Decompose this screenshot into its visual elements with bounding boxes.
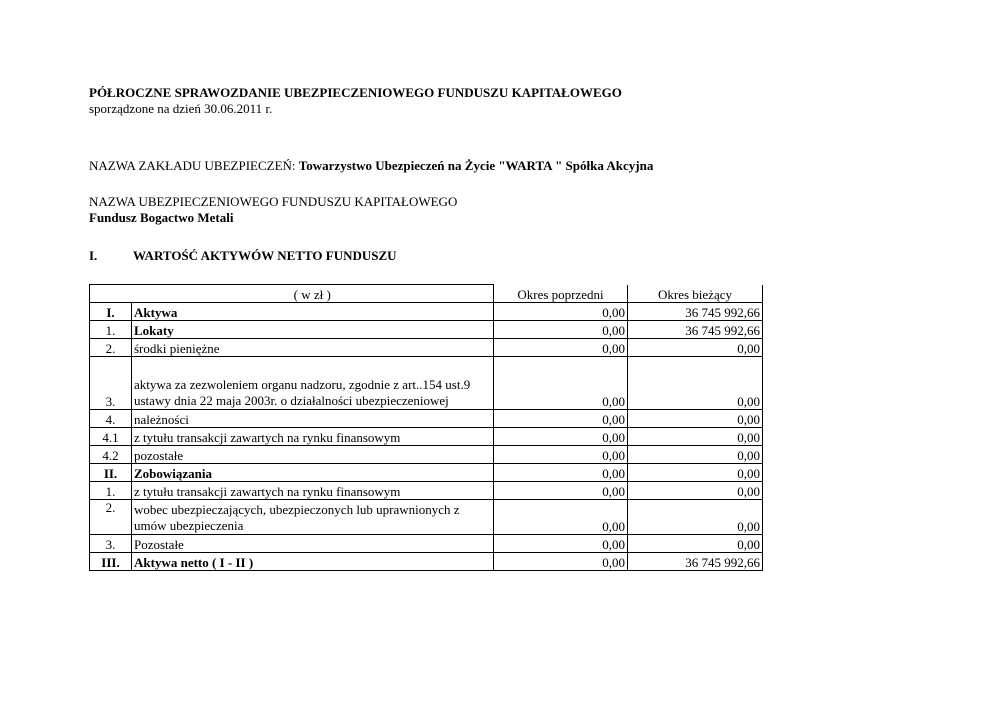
- row-curr: 36 745 992,66: [628, 553, 763, 571]
- fund-label: NAZWA UBEZPIECZENIOWEGO FUNDUSZU KAPITAŁOWEGO: [89, 194, 458, 209]
- row-label: Lokaty: [132, 321, 494, 339]
- report-date: sporządzone na dzień 30.06.2011 r.: [89, 101, 273, 116]
- table-row: [90, 535, 763, 553]
- row-num: 4.2: [90, 446, 132, 464]
- row-label: Zobowiązania: [132, 464, 494, 482]
- row-curr: 36 745 992,66: [628, 303, 763, 321]
- table-row: [90, 464, 763, 482]
- row-num: I.: [90, 303, 132, 321]
- header-num-cell: [90, 285, 132, 303]
- row-prev: 0,00: [494, 553, 628, 571]
- row-curr: 0,00: [628, 357, 763, 410]
- row-num: III.: [90, 553, 132, 571]
- table-row: [90, 482, 763, 500]
- row-curr: 0,00: [628, 482, 763, 500]
- row-curr: 36 745 992,66: [628, 321, 763, 339]
- row-curr: 0,00: [628, 464, 763, 482]
- row-label: [132, 500, 494, 535]
- row-num: 3.: [90, 357, 132, 410]
- table-row: [90, 339, 763, 357]
- row-prev: 0,00: [494, 357, 628, 410]
- fund-name: Fundusz Bogactwo Metali: [89, 210, 234, 225]
- row-num: 4.: [90, 410, 132, 428]
- row-curr: 0,00: [628, 339, 763, 357]
- row-prev: 0,00: [494, 321, 628, 339]
- row-label: [132, 357, 494, 410]
- row-label-line2: ustawy dnia 22 maja 2003r. o działalności ubezpieczeniowej: [134, 393, 449, 408]
- row-prev: 0,00: [494, 410, 628, 428]
- row-prev: 0,00: [494, 446, 628, 464]
- row-curr: 0,00: [628, 446, 763, 464]
- table-row: [90, 428, 763, 446]
- row-label-line1: wobec ubezpieczających, ubezpieczonych lub uprawnionych z: [134, 502, 460, 517]
- row-label: należności: [132, 410, 494, 428]
- table-header-row: [90, 285, 763, 303]
- unit-label: ( w zł ): [132, 285, 494, 303]
- row-num: II.: [90, 464, 132, 482]
- table-row: [90, 410, 763, 428]
- table-row: [90, 357, 763, 410]
- row-label: środki pieniężne: [132, 339, 494, 357]
- insurer-label: NAZWA ZAKŁADU UBEZPIECZEŃ:: [89, 158, 299, 173]
- table-row: [90, 303, 763, 321]
- row-prev: 0,00: [494, 339, 628, 357]
- row-num: 2.: [90, 500, 132, 535]
- row-prev: 0,00: [494, 303, 628, 321]
- row-label: Pozostałe: [132, 535, 494, 553]
- row-label-line2: umów ubezpieczenia: [134, 518, 244, 533]
- row-label: Aktywa: [132, 303, 494, 321]
- row-curr: 0,00: [628, 410, 763, 428]
- row-prev: 0,00: [494, 500, 628, 535]
- row-curr: 0,00: [628, 428, 763, 446]
- net-assets-table: [89, 284, 763, 571]
- row-num: 4.1: [90, 428, 132, 446]
- row-label-line1: aktywa za zezwoleniem organu nadzoru, zgodnie z art..154 ust.9: [134, 377, 471, 392]
- section-title: WARTOŚĆ AKTYWÓW NETTO FUNDUSZU: [133, 248, 397, 263]
- row-num: 2.: [90, 339, 132, 357]
- col-prev-header: Okres poprzedni: [494, 285, 628, 303]
- row-curr: 0,00: [628, 535, 763, 553]
- table-row: [90, 446, 763, 464]
- row-curr: 0,00: [628, 500, 763, 535]
- row-label: z tytułu transakcji zawartych na rynku finansowym: [132, 482, 494, 500]
- table-row: [90, 500, 763, 535]
- row-prev: 0,00: [494, 464, 628, 482]
- section-number: I.: [89, 248, 98, 263]
- row-num: 1.: [90, 321, 132, 339]
- row-label: pozostałe: [132, 446, 494, 464]
- row-num: 3.: [90, 535, 132, 553]
- row-label: Aktywa netto ( I - II ): [132, 553, 494, 571]
- table-row: [90, 321, 763, 339]
- col-curr-header: Okres bieżący: [628, 285, 763, 303]
- row-prev: 0,00: [494, 428, 628, 446]
- insurer-name: Towarzystwo Ubezpieczeń na Życie "WARTA " Spółka Akcyjna: [298, 158, 654, 173]
- row-prev: 0,00: [494, 482, 628, 500]
- row-prev: 0,00: [494, 535, 628, 553]
- table-row: [90, 553, 763, 571]
- insurer-line: [89, 158, 653, 173]
- row-label: z tytułu transakcji zawartych na rynku finansowym: [132, 428, 494, 446]
- report-title: PÓŁROCZNE SPRAWOZDANIE UBEZPIECZENIOWEGO FUNDUSZU KAPITAŁOWEGO: [89, 85, 622, 100]
- row-num: 1.: [90, 482, 132, 500]
